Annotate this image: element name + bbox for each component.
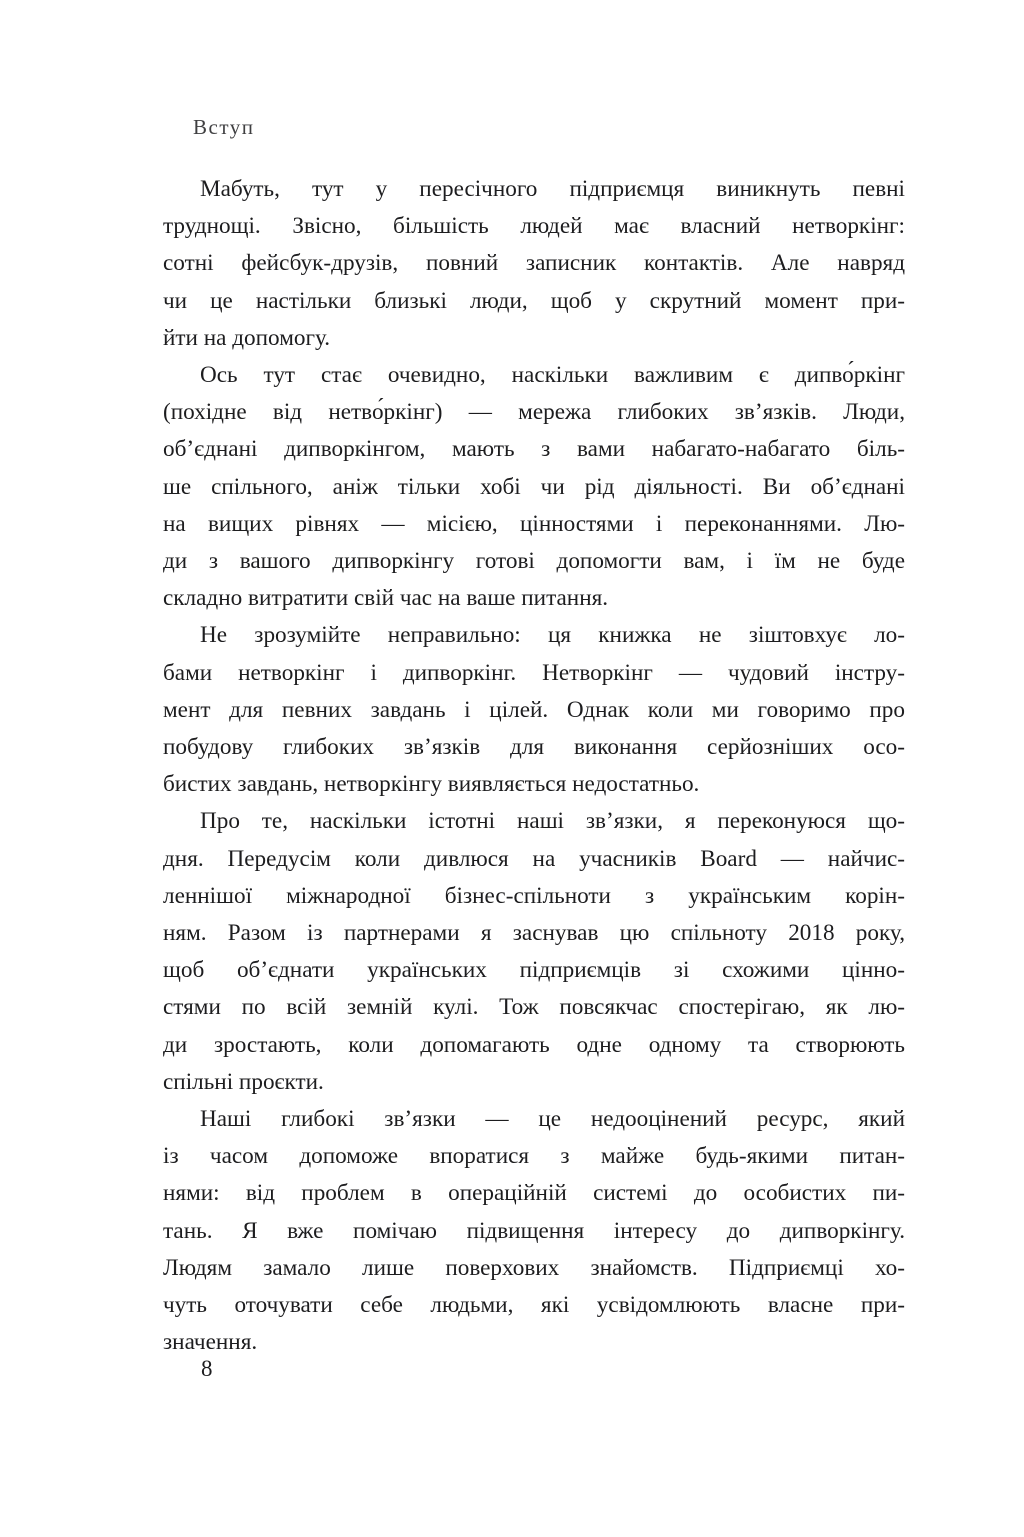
page-number: 8 — [201, 1356, 213, 1381]
text-line: на вищих рівнях — місією, цінностями і переконаннями. Лю- — [163, 510, 905, 537]
paragraph — [163, 357, 905, 617]
text-line: труднощі. Звісно, більшість людей має власний нетворкінг: — [163, 213, 905, 240]
text-line: бистих завдань, нетворкінгу виявляється недостатньо. — [163, 771, 700, 798]
text-line: леннішої міжнародної бізнес-спільноти з українським корін- — [163, 882, 905, 909]
paragraph — [163, 803, 905, 1101]
paragraph — [163, 1101, 905, 1361]
text-line: об’єднані дипворкінгом, мають з вами набагато-набагато біль- — [163, 436, 905, 463]
text-line: чи це настільки близькі люди, щоб у скрутний момент при- — [163, 287, 905, 314]
text-line: ше спільного, аніж тільки хобі чи рід діяльності. Ви об’єднані — [163, 473, 905, 500]
text-line: із часом допоможе впоратися з майже будь-якими питан- — [163, 1143, 905, 1170]
text-line: Наші глибокі зв’язки — це недооцінений ресурс, який — [200, 1106, 905, 1133]
text-line: тань. Я вже помічаю підвищення інтересу до дипворкінгу. — [163, 1217, 905, 1244]
text-line: (похідне від нетво́ркінг) — мережа глибоких зв’язків. Люди, — [163, 399, 905, 426]
text-line: бами нетворкінг і дипворкінг. Нетворкінг — чудовий інстру- — [163, 659, 905, 686]
text-line: значення. — [163, 1329, 258, 1356]
text-line: побудову глибоких зв’язків для виконання серйозніших осо- — [163, 734, 905, 761]
text-line: мент для певних завдань і цілей. Однак коли ми говоримо про — [163, 696, 905, 723]
text-line: Не зрозумійте неправильно: ця книжка не зіштовхує ло- — [200, 622, 905, 649]
text-line: чуть оточувати себе людьми, які усвідомлюють власне при- — [163, 1292, 905, 1319]
text-line: ням. Разом із партнерами я заснував цю спільноту 2018 року, — [163, 920, 905, 947]
text-line: спільні проєкти. — [163, 1068, 324, 1095]
text-line: сотні фейсбук-друзів, повний записник контактів. Але навряд — [163, 250, 905, 277]
text-line: Мабуть, тут у пересічного підприємця виникнуть певні — [200, 176, 905, 202]
text-line: ди з вашого дипворкінгу готові допомогти вам, і їм не буде — [163, 548, 905, 575]
paragraph — [163, 617, 905, 803]
text-line: нями: від проблем в операційній системі до особистих пи- — [163, 1180, 905, 1207]
text-line: Про те, наскільки істотні наші зв’язки, я переконуюся що- — [200, 808, 905, 835]
text-line: дня. Передусім коли дивлюся на учасників Board — найчис- — [163, 845, 905, 872]
text-line: складно витратити свій час на ваше питання. — [163, 585, 609, 612]
text-line: Людям замало лише поверхових знайомств. Підприємці хо- — [163, 1254, 905, 1281]
text-line: йти на допомогу. — [163, 324, 331, 351]
text-line: стями по всій земній кулі. Тож повсякчас спостерігаю, як лю- — [163, 994, 905, 1021]
text-line: ди зростають, коли допомагають одне одному та створюють — [163, 1031, 905, 1058]
chapter-running-header: Вступ — [193, 115, 255, 139]
text-line: Ось тут стає очевидно, наскільки важливим є дипво́ркінг — [200, 362, 905, 389]
text-line: щоб об’єднати українських підприємців зі схожими цінно- — [163, 957, 905, 984]
paragraph — [163, 171, 905, 357]
body-text — [163, 171, 905, 1362]
